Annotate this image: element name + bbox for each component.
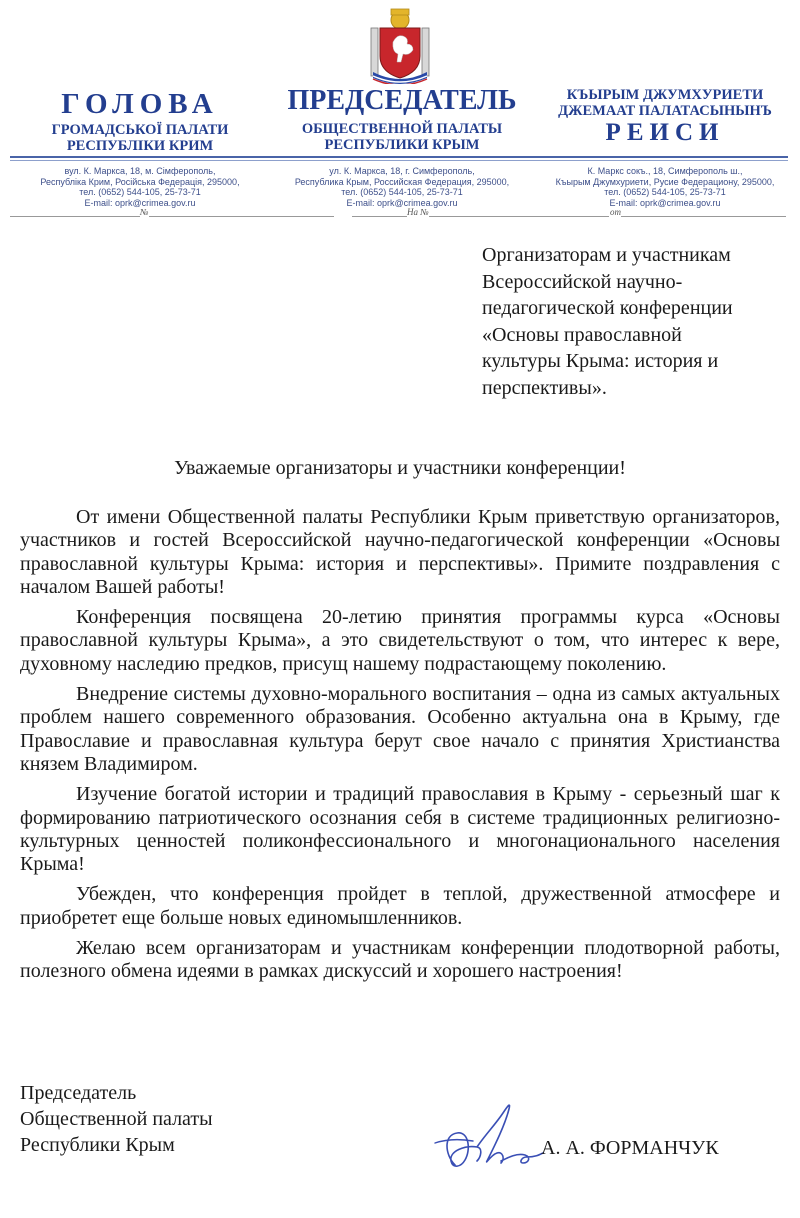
letterhead-right-title: РЕИСИ bbox=[605, 119, 725, 146]
date-label: от bbox=[610, 207, 621, 217]
address-line: тел. (0652) 544-105, 25-73-71 bbox=[341, 187, 463, 197]
handwritten-signature bbox=[425, 1095, 550, 1180]
signatory-title bbox=[20, 1080, 213, 1158]
addressee-line: перспективы». bbox=[482, 376, 607, 399]
blank-line bbox=[352, 207, 407, 217]
address-line: тел. (0652) 544-105, 25-73-71 bbox=[604, 187, 726, 197]
signatory-line: Председатель bbox=[20, 1082, 137, 1104]
addressee-line: Всероссийской научно- bbox=[482, 270, 683, 293]
letterhead-center-line1: ОБЩЕСТВЕННОЙ ПАЛАТЫ bbox=[301, 121, 503, 137]
paragraph: От имени Общественной палаты Республики Крым приветствую организаторов, участников и гостей Всероссийской научно-педагогической конференции «Основы православной культуры Крыма: история и перспективы». Примите поздравления с началом Вашей работы! bbox=[20, 506, 780, 598]
address-line: К. Маркс сокъ., 18, Симферополь ш., bbox=[587, 166, 743, 176]
letterhead-rule-thin bbox=[10, 160, 788, 161]
blank-line bbox=[621, 207, 786, 217]
number-label: № bbox=[140, 207, 149, 217]
letterhead-left bbox=[20, 88, 260, 154]
letterhead-left-line2: РЕСПУБЛІКИ КРИМ bbox=[66, 138, 214, 154]
paragraph: Конференция посвящена 20-летию принятия программы курса «Основы православной культуры Крыма», а это свидетельствуют о том, что интерес к вере, духовному наследию предков, присущ нашему подрастающему поколению. bbox=[20, 606, 780, 675]
letterhead-right bbox=[540, 87, 790, 147]
letterhead-left-address bbox=[20, 166, 260, 208]
letterhead-left-line1: ГРОМАДСЬКОЇ ПАЛАТИ bbox=[51, 122, 229, 138]
addressee-line: Организаторам и участникам bbox=[482, 244, 731, 266]
signatory-line: Республики Крым bbox=[20, 1134, 175, 1156]
blank-line bbox=[149, 207, 334, 217]
outgoing-number-field bbox=[10, 207, 334, 217]
letter-body bbox=[20, 506, 780, 991]
address-line: E-mail: oprk@crimea.gov.ru bbox=[84, 197, 196, 208]
salutation: Уважаемые организаторы и участники конференции! bbox=[174, 457, 626, 479]
paragraph: Желаю всем организаторам и участникам конференции плодотворной работы, полезного обмена идеями в рамках дискуссий и хорошего настроения! bbox=[20, 937, 780, 983]
blank-line bbox=[429, 207, 609, 217]
address-line: тел. (0652) 544-105, 25-73-71 bbox=[79, 187, 201, 197]
letterhead-right-address bbox=[540, 166, 790, 208]
address-line: Къырым Джумхуриети, Русие Федерациону, 295000, bbox=[555, 176, 775, 187]
address-line: Республіка Крим, Російська Федерація, 295000, bbox=[40, 176, 240, 187]
reference-label: На № bbox=[407, 207, 429, 217]
paragraph: Изучение богатой истории и традиций православия в Крыму - серьезный шаг к формированию патриотического осознания себя в системе традиционных религиозно-культурных ценностей поликонфессионального и многонационального населения Крыма! bbox=[20, 783, 780, 876]
letterhead-right-line2: ДЖЕМААТ ПАЛАТАСЫНЫНЪ bbox=[558, 103, 772, 119]
letterhead-center-line2: РЕСПУБЛИКИ КРЫМ bbox=[324, 137, 480, 153]
signatory-line: Общественной палаты bbox=[20, 1108, 213, 1130]
address-line: E-mail: oprk@crimea.gov.ru bbox=[609, 197, 721, 208]
reference-number-field bbox=[352, 207, 609, 217]
letterhead-right-line1: КЪЫРЫМ ДЖУМХУРИЕТИ bbox=[566, 87, 764, 103]
letterhead-rule bbox=[10, 156, 788, 158]
addressee-line: культуры Крыма: история и bbox=[482, 350, 719, 372]
addressee-line: «Основы православной bbox=[482, 323, 682, 346]
addressee-block bbox=[482, 242, 782, 401]
letterhead-center-address bbox=[272, 166, 532, 208]
crimea-emblem bbox=[367, 6, 433, 84]
address-line: ул. К. Маркса, 18, г. Симферополь, bbox=[329, 166, 475, 176]
signatory-name: А. А. ФОРМАНЧУК bbox=[541, 1137, 719, 1159]
addressee-line: педагогической конференции bbox=[482, 297, 733, 319]
date-field bbox=[610, 207, 786, 217]
address-line: E-mail: oprk@crimea.gov.ru bbox=[346, 197, 458, 208]
letterhead-left-title: ГОЛОВА bbox=[61, 88, 219, 120]
address-line: Республика Крым, Российская Федерация, 295000, bbox=[294, 176, 510, 187]
letterhead-center bbox=[272, 85, 532, 153]
blank-line bbox=[10, 207, 140, 217]
paragraph: Внедрение системы духовно-морального воспитания – одна из самых актуальных проблем нашего современного образования. Особенно актуальна она в Крыму, где Православие и православная культура берут свое начало с принятия Христианства князем Владимиром. bbox=[20, 683, 780, 775]
address-line: вул. К. Маркса, 18, м. Сімферополь, bbox=[64, 166, 216, 176]
letterhead-center-title: ПРЕДСЕДАТЕЛЬ bbox=[287, 85, 517, 116]
paragraph: Убежден, что конференция пройдет в теплой, дружественной атмосфере и приобретет еще больше новых единомышленников. bbox=[20, 883, 780, 929]
